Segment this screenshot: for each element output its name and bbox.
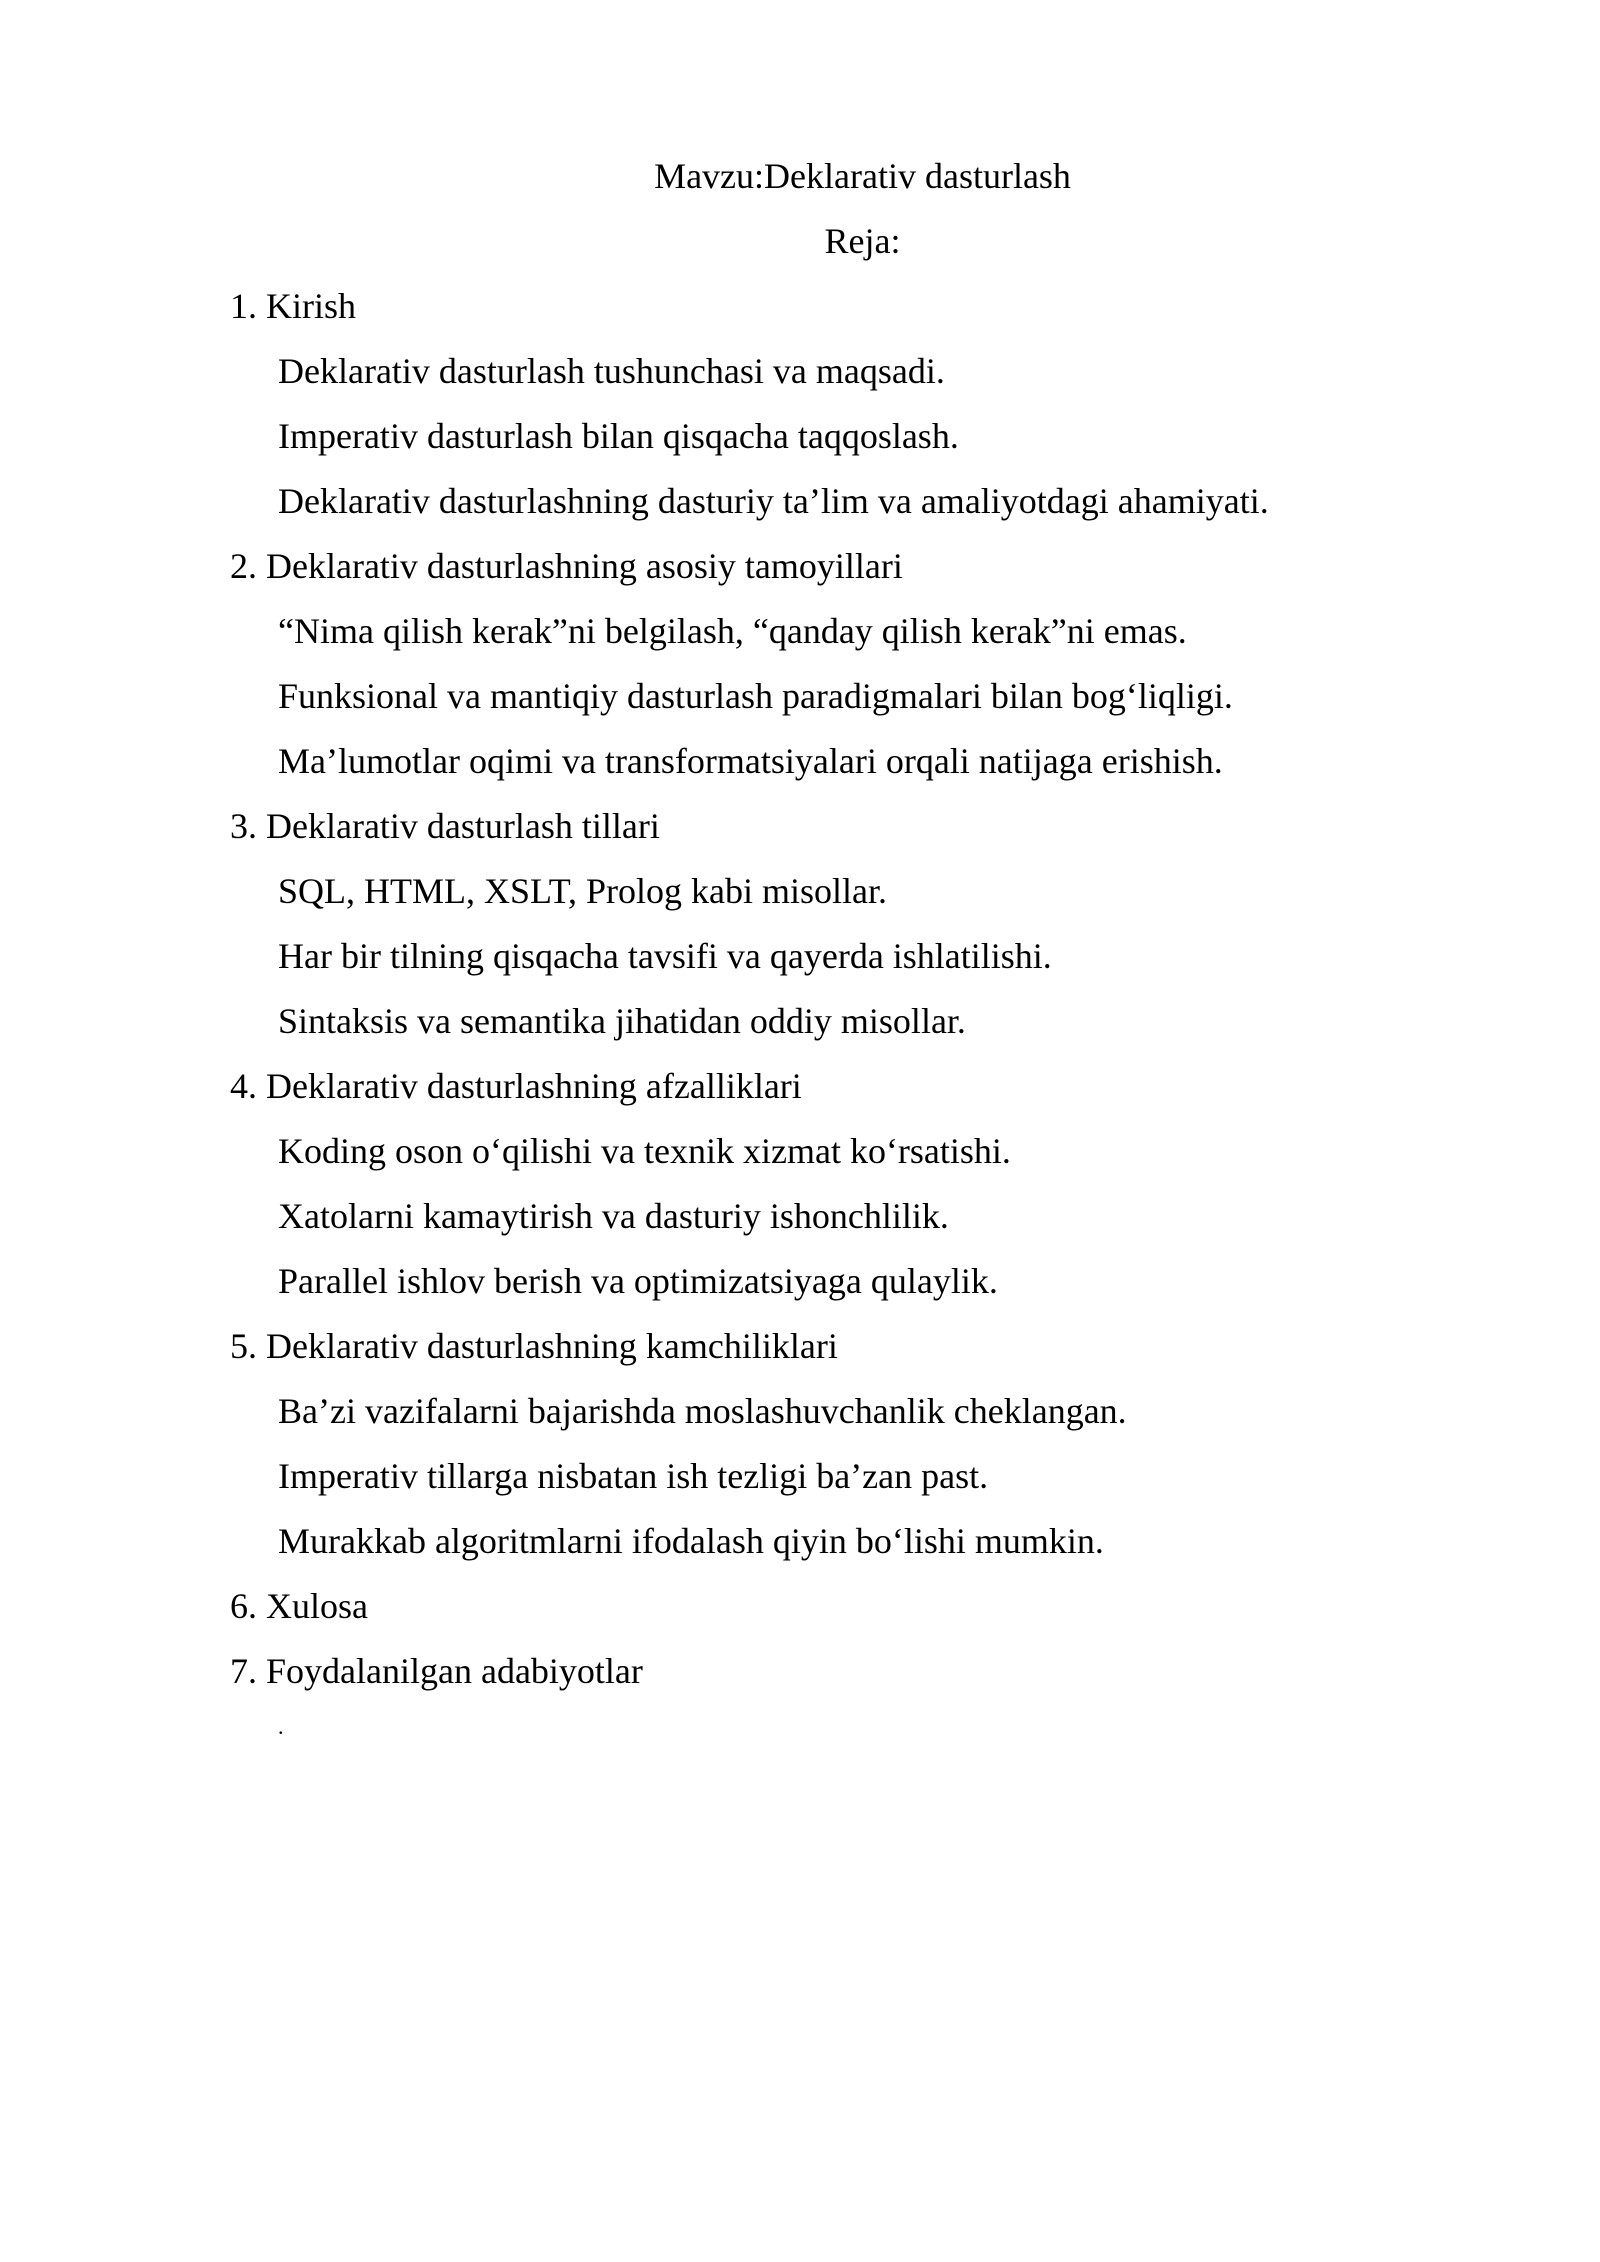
trailing-dot: .	[278, 1714, 284, 1739]
section-heading-1: 1. Kirish	[230, 286, 356, 326]
section-5-item-2: Imperativ tillarga nisbatan ish tezligi ba’zan past.	[278, 1456, 989, 1496]
section-4-item-1: Koding oson o‘qilishi va texnik xizmat ko‘rsatishi.	[278, 1131, 1011, 1171]
section-1-item-1: Deklarativ dasturlash tushunchasi va maqsadi.	[278, 351, 945, 391]
section-2-item-2: Funksional va mantiqiy dasturlash paradigmalari bilan bog‘liqligi.	[278, 676, 1233, 716]
section-5-item-3: Murakkab algoritmlarni ifodalash qiyin bo‘lishi mumkin.	[278, 1521, 1104, 1561]
section-3-item-1: SQL, HTML, XSLT, Prolog kabi misollar.	[278, 871, 888, 911]
section-1-item-2: Imperativ dasturlash bilan qisqacha taqqoslash.	[278, 416, 959, 456]
section-4-item-3: Parallel ishlov berish va optimizatsiyaga qulaylik.	[278, 1261, 998, 1301]
section-2-item-1: “Nima qilish kerak”ni belgilash, “qanday qilish kerak”ni emas.	[278, 611, 1187, 651]
document-title: Mavzu:Deklarativ dasturlash	[654, 156, 1071, 196]
section-heading-7: 7. Foydalanilgan adabiyotlar	[230, 1651, 643, 1691]
plan-heading: Reja:	[824, 221, 901, 261]
section-heading-3: 3. Deklarativ dasturlash tillari	[230, 806, 660, 846]
section-heading-5: 5. Deklarativ dasturlashning kamchiliklari	[230, 1326, 838, 1366]
section-heading-6: 6. Xulosa	[230, 1586, 368, 1626]
section-5-item-1: Ba’zi vazifalarni bajarishda moslashuvchanlik cheklangan.	[278, 1391, 1127, 1431]
section-4-item-2: Xatolarni kamaytirish va dasturiy ishonchlilik.	[278, 1196, 949, 1236]
section-1-item-3: Deklarativ dasturlashning dasturiy ta’lim va amaliyotdagi ahamiyati.	[278, 481, 1269, 521]
section-heading-2: 2. Deklarativ dasturlashning asosiy tamoyillari	[230, 546, 903, 586]
section-3-item-3: Sintaksis va semantika jihatidan oddiy misollar.	[278, 1001, 966, 1041]
section-heading-4: 4. Deklarativ dasturlashning afzalliklari	[230, 1066, 802, 1106]
section-2-item-3: Ma’lumotlar oqimi va transformatsiyalari orqali natijaga erishish.	[278, 741, 1223, 781]
section-3-item-2: Har bir tilning qisqacha tavsifi va qayerda ishlatilishi.	[278, 936, 1052, 976]
